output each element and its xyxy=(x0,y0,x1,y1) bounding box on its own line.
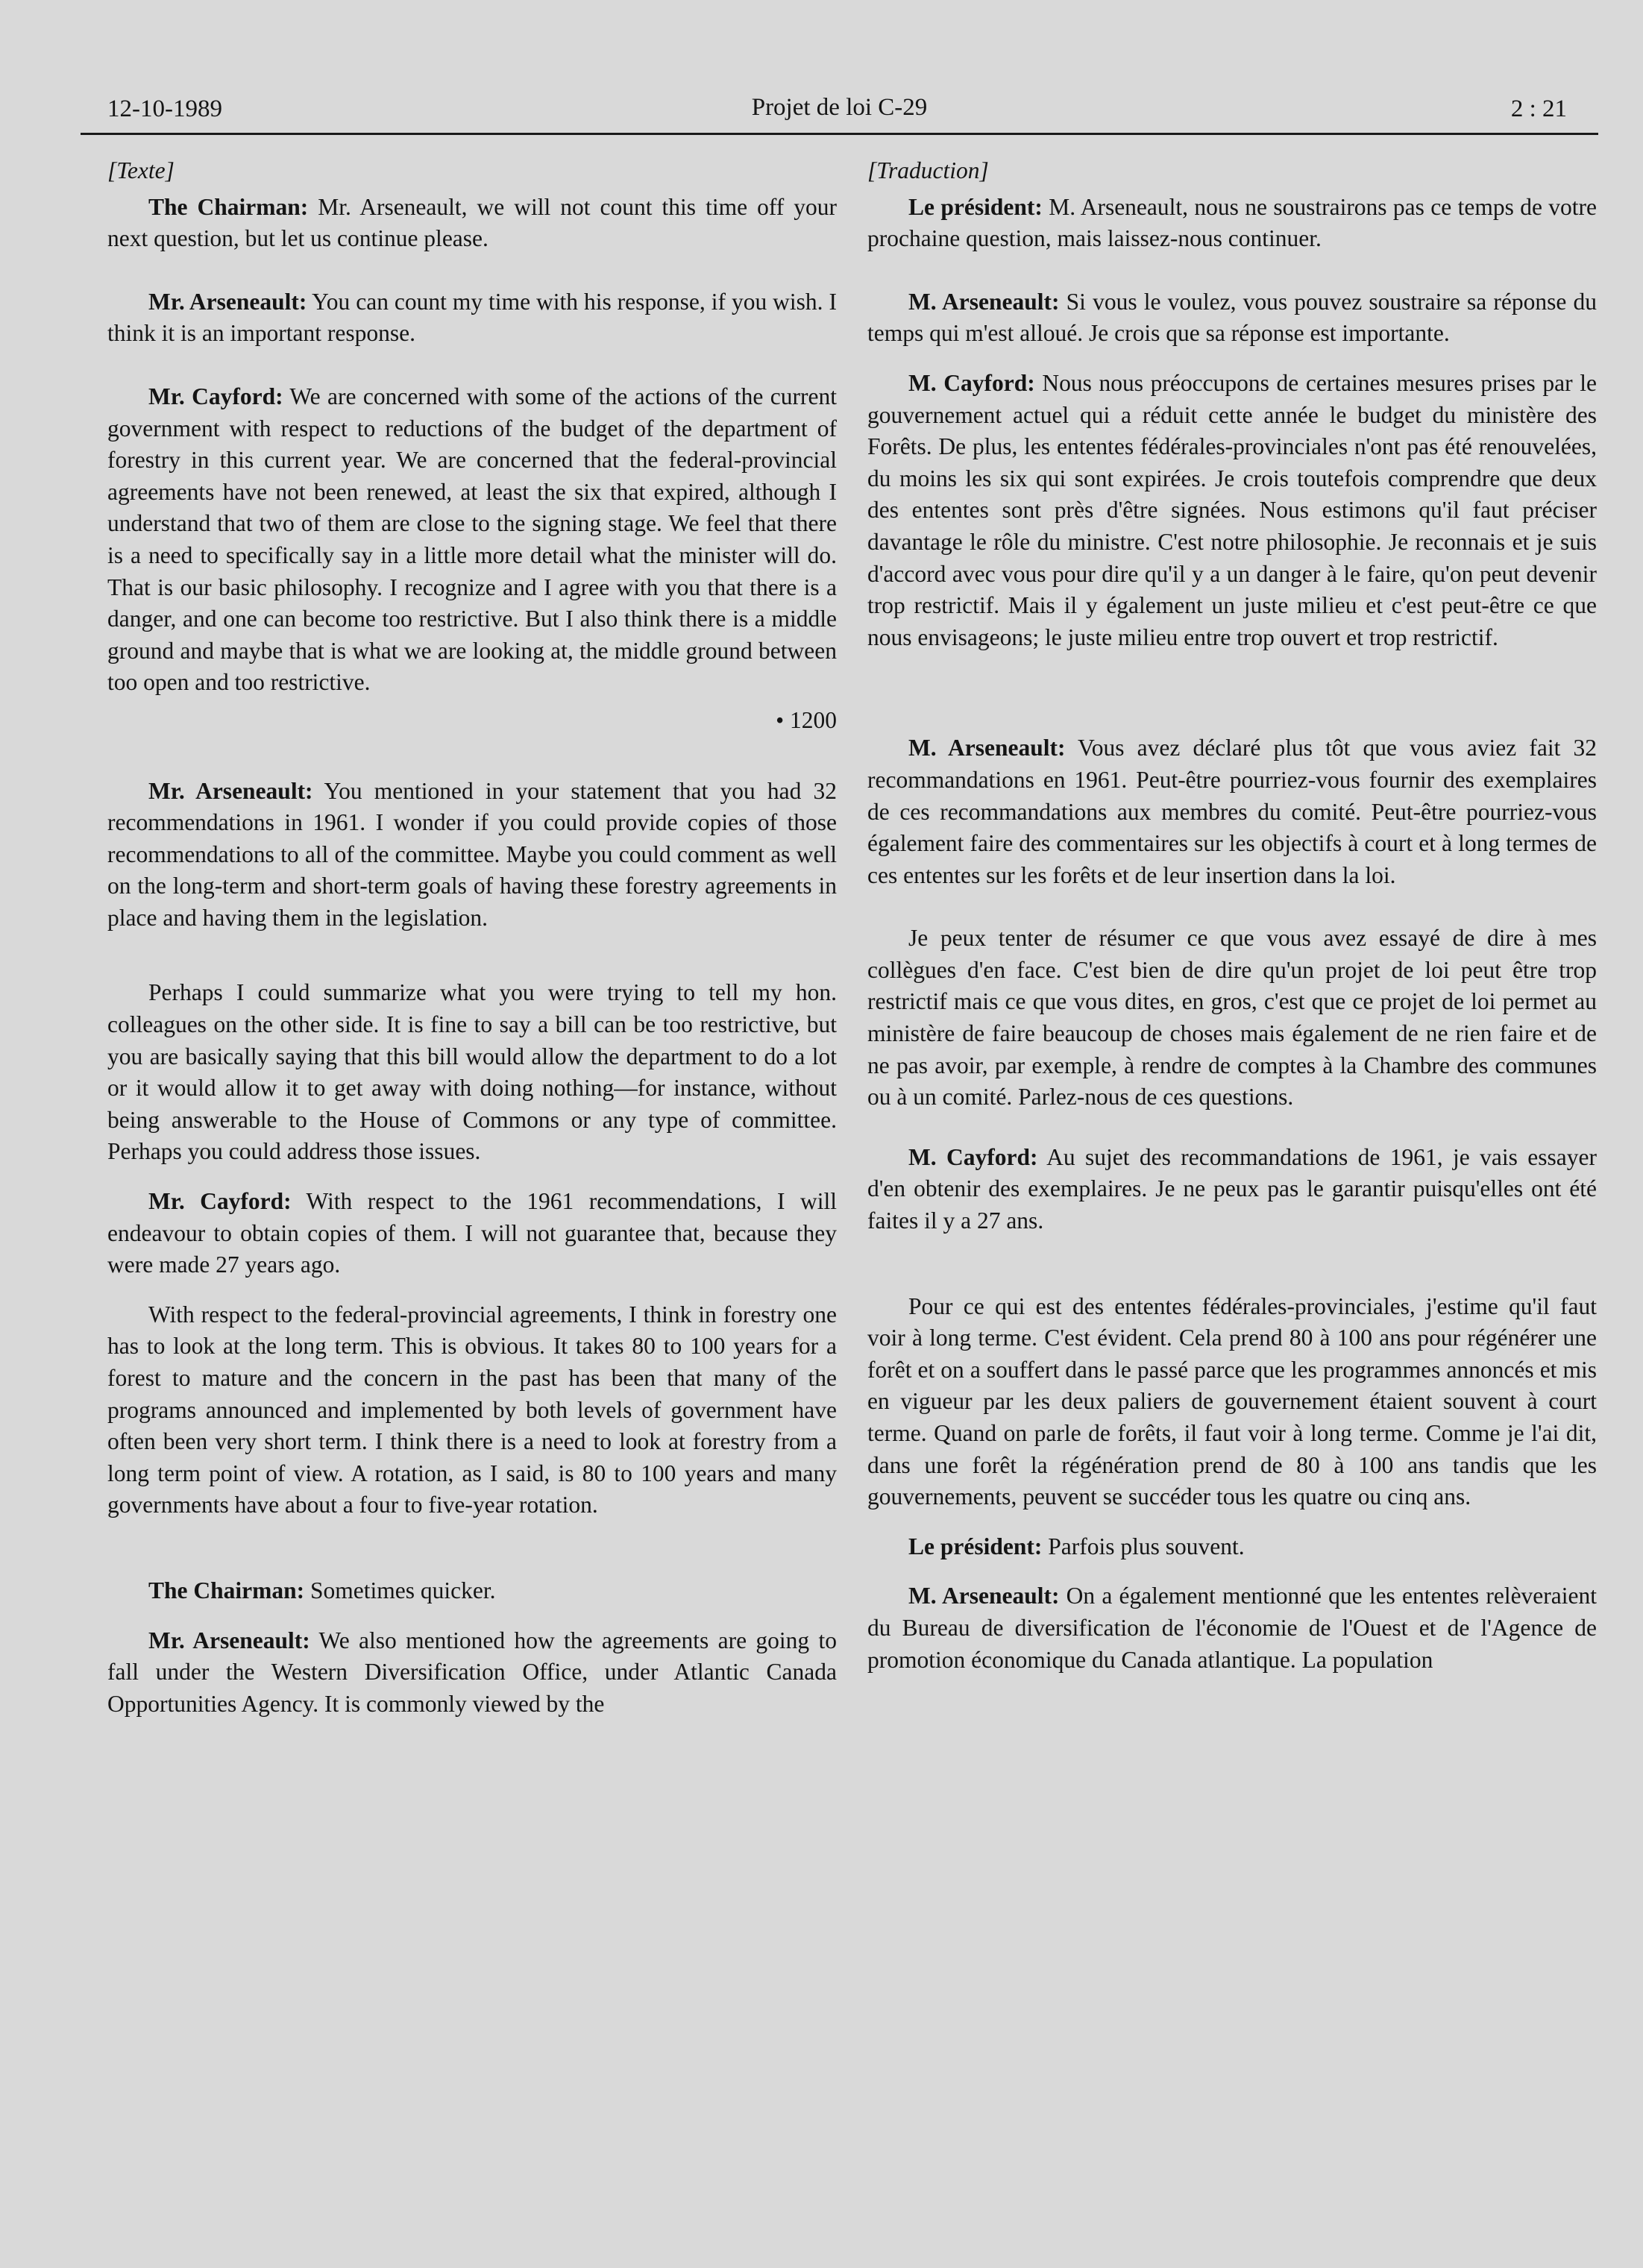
speaker: Mr. Arseneault: xyxy=(148,777,313,804)
speaker: M. Arseneault: xyxy=(908,735,1066,761)
speech-text: We also mentioned how the agreements are going to fall under the Western Diversification Office, under Atlantic Canada Opportunities Agency. It is commonly viewed by the xyxy=(107,1627,837,1717)
speech-text: With respect to the 1961 recommendations, I will endeavour to obtain copies of them. I will not guarantee that, because they were made 27 years ago. xyxy=(107,1188,837,1278)
paragraph xyxy=(107,1575,837,1607)
speech-text: You mentioned in your statement that you had 32 recommendations in 1961. I wonder if you could provide copies of those recommendations to all of the committee. Maybe you could comment as well on the long-term and short-term goals of having these forestry agreements in place and having them in the legislation. xyxy=(107,777,837,931)
speaker: Le président: xyxy=(908,193,1043,220)
paragraph xyxy=(107,1625,837,1721)
paragraph xyxy=(107,977,837,1168)
speech-text: Je peux tenter de résumer ce que vous avez essayé de dire à mes collègues d'en face. C'est bien de dire qu'un projet de loi peut être trop restrictif mais ce que vous dites, en gros, c'est que ce projet de loi permet au ministère de faire beaucoup de choses mais également de ne rien faire et de ne pas avoir, par exemple, à rendre de comptes à la Chambre des communes ou à un comité. Parlez-nous de ces questions. xyxy=(867,925,1597,1111)
paragraph xyxy=(107,1186,837,1281)
header-title: Projet de loi C-29 xyxy=(751,94,928,121)
running-header xyxy=(81,94,1598,135)
speech-text: Perhaps I could summarize what you were trying to tell my hon. colleagues on the other side. It is fine to say a bill can be too restrictive, but you are basically saying that this bill would allow the department to do a lot or it would allow it to get away with doing nothing—for instance, without being answerable to the House of Commons or any type of committee. Perhaps you could address those issues. xyxy=(107,979,837,1165)
speech-text: Pour ce qui est des ententes fédérales-provinciales, j'estime qu'il faut voir à long terme. C'est évident. Cela prend 80 à 100 ans pour régénérer une forêt et on a souffert dans le passé parce que les programmes annoncés et mis en vigueur par les deux paliers de gouvernement étaient souvent à court terme. Quand on parle de forêts, il faut voir à long terme. Comme je l'ai dit, dans une forêt la régénération prend de 80 à 100 ans tandis que les gouvernements, peuvent se succéder tous les quatre ou cinq ans. xyxy=(867,1292,1597,1510)
speech-text: M. Arseneault, nous ne soustrairons pas ce temps de votre prochaine question, mais laissez-nous continuer. xyxy=(867,193,1598,252)
paragraph xyxy=(867,1580,1597,1676)
paragraph xyxy=(867,286,1597,350)
speech-text: Si vous le voulez, vous pouvez soustraire sa réponse du temps qui m'est alloué. Je crois que sa réponse est importante. xyxy=(867,288,1597,347)
speech-text: Mr. Arseneault, we will not count this time off your next question, but let us continue please. xyxy=(107,193,837,252)
speaker: The Chairman: xyxy=(148,193,309,220)
section-label-translation: [Traduction] xyxy=(867,157,989,183)
paragraph xyxy=(107,1299,837,1521)
paragraph xyxy=(867,192,1597,255)
speech-text: Au sujet des recommandations de 1961, je vais essayer d'en obtenir des exemplaires. Je ne peux pas le garantir puisqu'elles ont été faites il y a 27 ans. xyxy=(867,1143,1597,1234)
paragraph xyxy=(867,1291,1597,1513)
speech-text: With respect to the federal-provincial agreements, I think in forestry one has to look at the long term. This is obvious. It takes 80 to 100 years for a forest to mature and the concern in the past has been that many of the programs announced and implemented by both levels of government have often been very short term. I think there is a need to look at forestry from a long term point of view. A rotation, as I said, is 80 to 100 years and many governments have about a four to five-year rotation. xyxy=(107,1301,837,1518)
speaker: M. Cayford: xyxy=(908,1143,1038,1170)
speech-text: Vous avez déclaré plus tôt que vous aviez fait 32 recommandations en 1961. Peut-être pourriez-vous fournir des exemplaires de ces recommandations aux membres du comité. Peut-être pourriez-vous également faire des commentaires sur les objectifs à court et à long termes de ces ententes sur les forêts et de leur insertion dans la loi. xyxy=(867,735,1597,888)
speaker: Le président: xyxy=(908,1533,1043,1559)
speech-text: We are concerned with some of the actions of the current government with respect to reductions of the budget of the department of forestry in this current year. We are concerned that the federal-provincial agreements have not been renewed, at least the six that expired, although I understand that two of them are close to the signing stage. We feel that there is a need to specifically say in a little more detail what the minister will do. That is our basic philosophy. I recognize and I agree with you that there is a danger, and one can become too restrictive. But I also think there is a middle ground and maybe that is what we are looking at, the middle ground between too open and too restrictive. xyxy=(107,383,837,696)
paragraph xyxy=(107,192,837,255)
speaker: The Chairman: xyxy=(148,1577,305,1603)
speaker: M. Arseneault: xyxy=(908,288,1060,315)
header-page-number: 2 : 21 xyxy=(1510,95,1567,122)
french-column xyxy=(867,155,1597,1682)
paragraph xyxy=(107,381,837,699)
paragraph xyxy=(867,732,1597,891)
speech-text: Sometimes quicker. xyxy=(304,1577,496,1603)
speaker: Mr. Cayford: xyxy=(148,383,283,409)
paragraph xyxy=(867,923,1597,1113)
speaker: Mr. Arseneault: xyxy=(148,1627,310,1653)
speaker: Mr. Cayford: xyxy=(148,1188,292,1215)
timestamp: • 1200 xyxy=(776,706,837,733)
speaker: M. Arseneault: xyxy=(908,1583,1060,1609)
paragraph xyxy=(867,368,1597,653)
header-date: 12-10-1989 xyxy=(107,95,222,122)
speech-text: On a également mentionné que les ententes relèveraient du Bureau de diversification de l'économie de l'Ouest et de l'Agence de promotion économique du Canada atlantique. La population xyxy=(867,1583,1597,1673)
paragraph xyxy=(107,776,837,934)
speech-text: You can count my time with his response, if you wish. I think it is an important response. xyxy=(107,288,837,347)
speech-text: Parfois plus souvent. xyxy=(1042,1533,1245,1559)
paragraph xyxy=(867,1142,1597,1237)
section-label-text: [Texte] xyxy=(107,157,175,183)
english-column xyxy=(107,155,837,1726)
paragraph xyxy=(867,1531,1597,1563)
speaker: Mr. Arseneault: xyxy=(148,288,307,315)
speech-text: Nous nous préoccupons de certaines mesures prises par le gouvernement actuel qui a réduit cette année le budget du ministère des Forêts. De plus, les ententes fédérales-provinciales n'ont pas été renouvelées, du moins les six qui sont expirées. Je crois toutefois comprendre que deux des ententes sont près d'être signées. Nous estimons qu'il faut préciser davantage le rôle du ministre. C'est notre philosophie. Je reconnais et je suis d'accord avec vous pour dire qu'il y a un danger à le faire, qu'on peut devenir trop restrictif. Mais il y également un juste milieu et c'est peut-être ce que nous envisageons; le juste milieu entre trop ouvert et trop restrictif. xyxy=(867,369,1598,650)
speaker: M. Cayford: xyxy=(908,369,1035,396)
paragraph xyxy=(107,286,837,350)
